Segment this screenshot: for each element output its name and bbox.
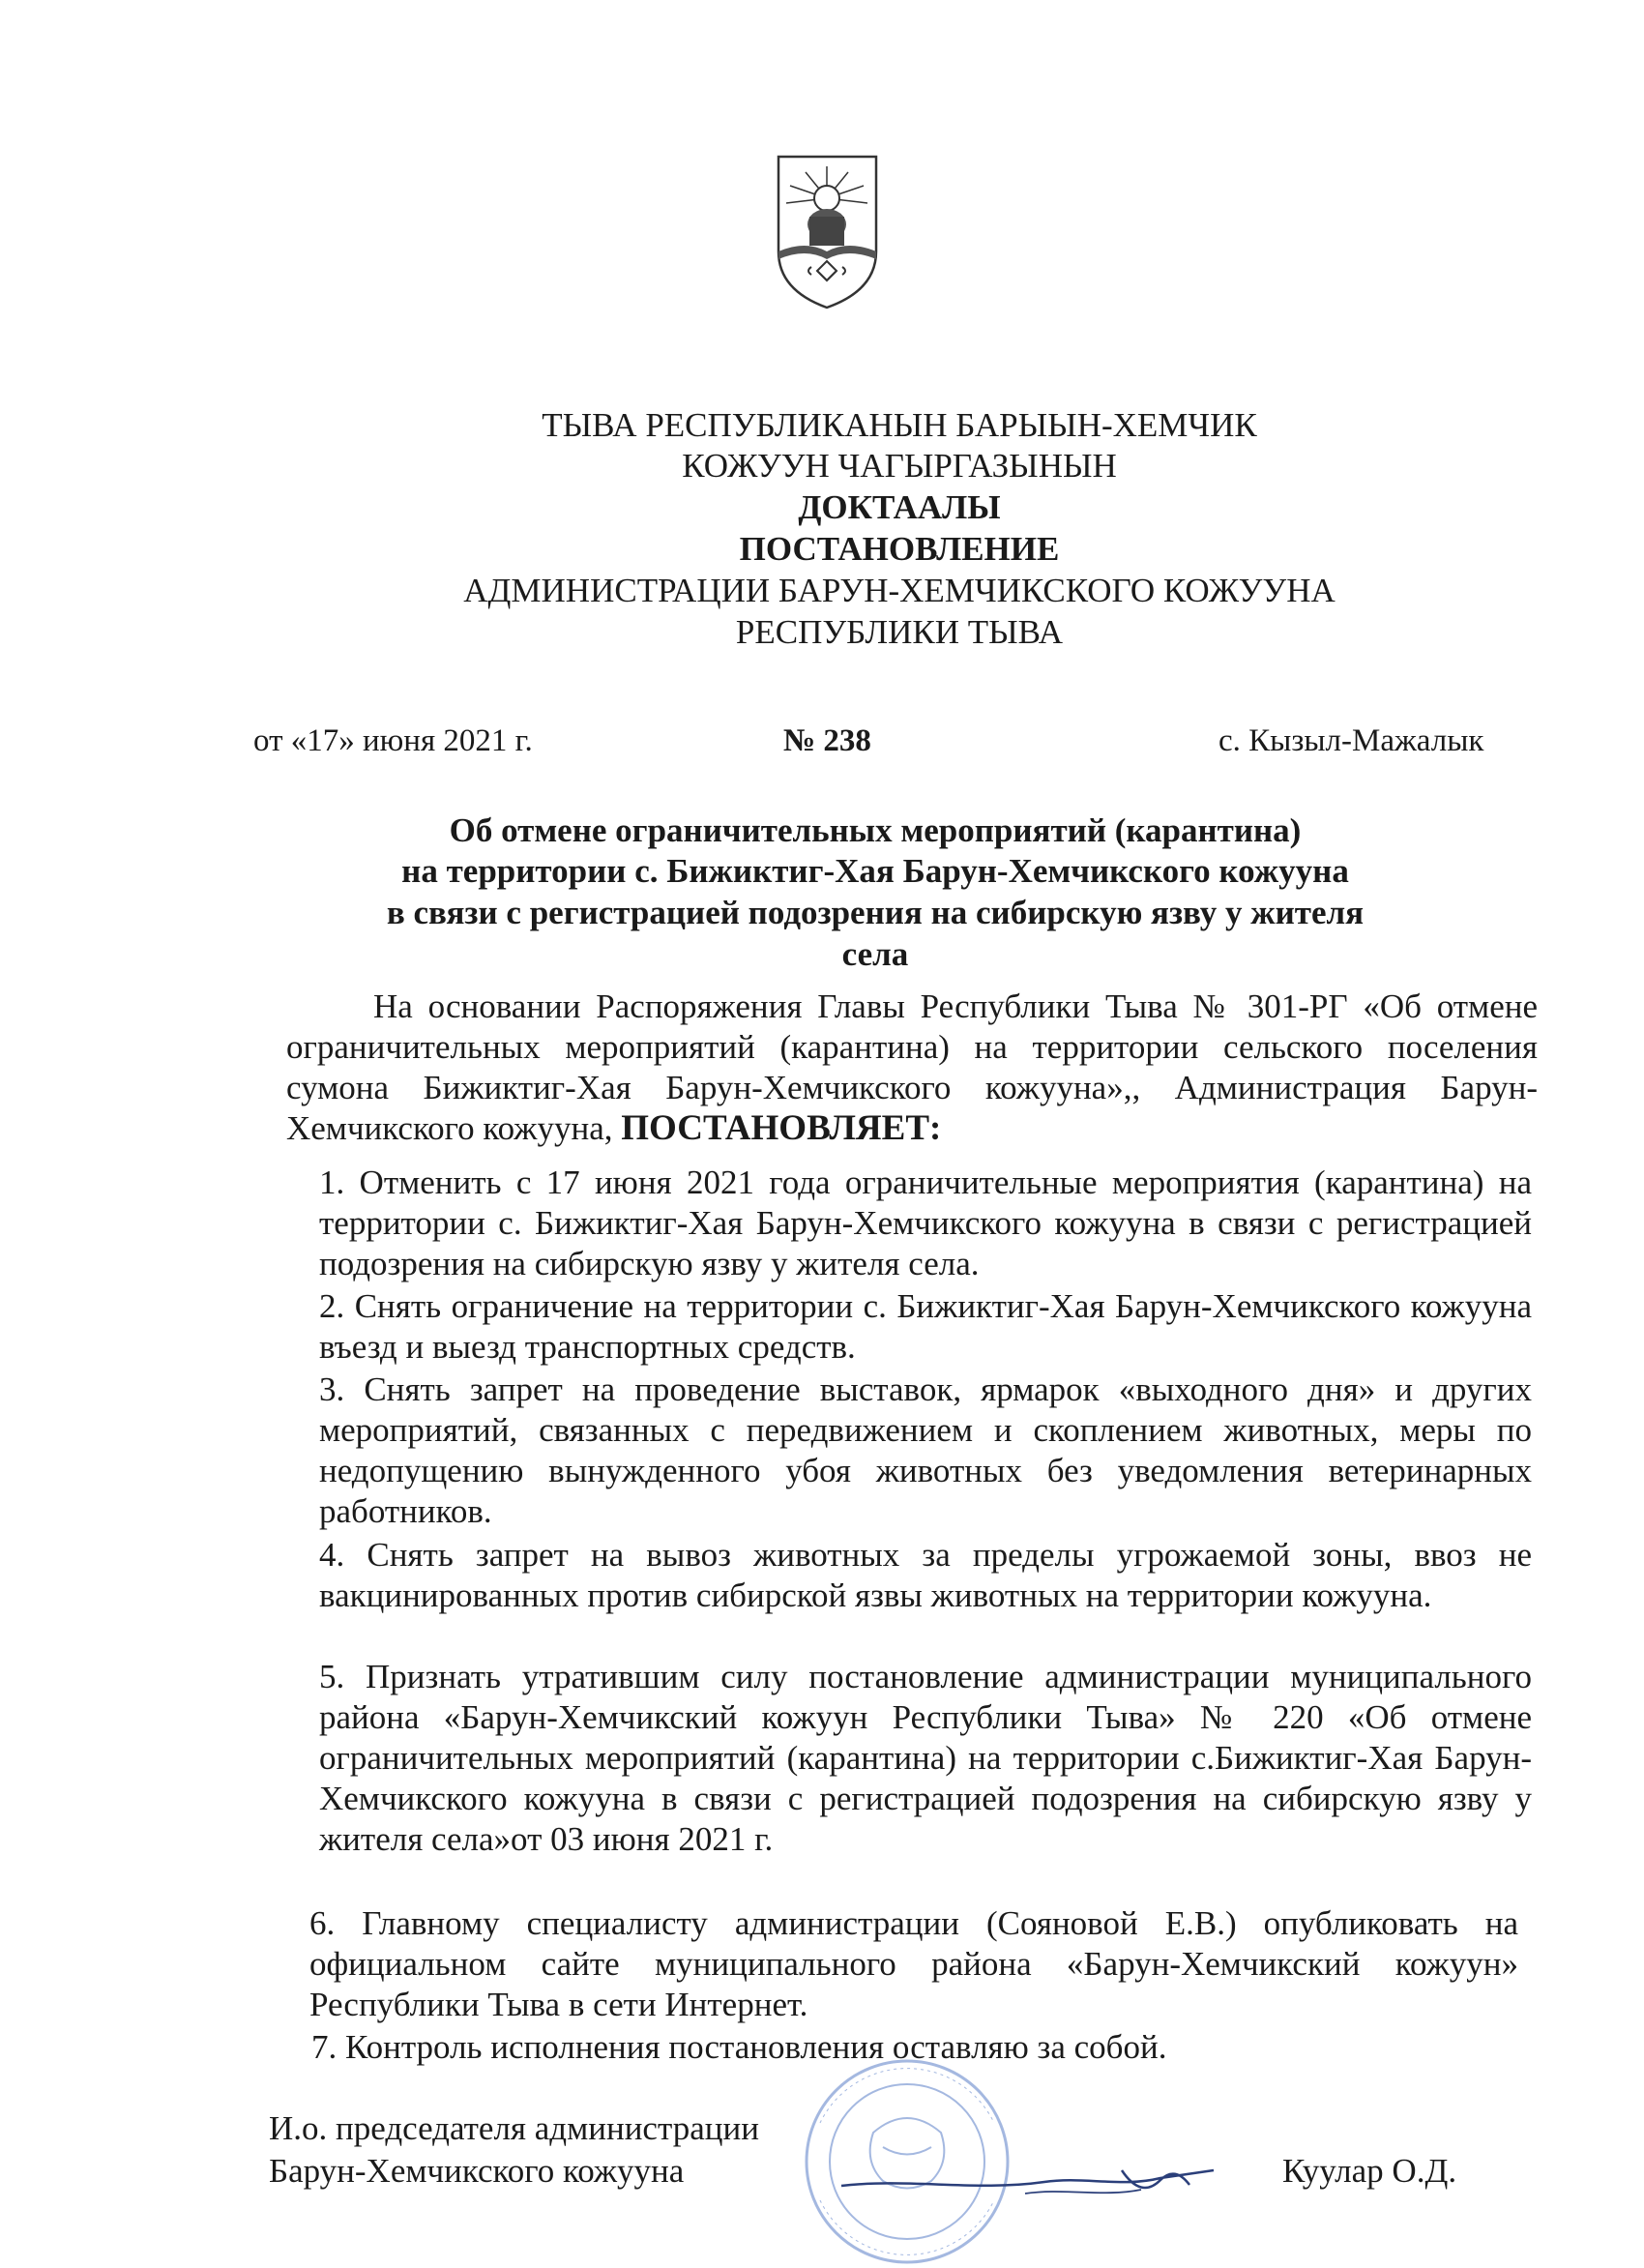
- document-title-line-4: села: [841, 935, 909, 973]
- header-line-republic: РЕСПУБЛИКИ ТЫВА: [735, 613, 1064, 651]
- item-5: 5. Признать утратившим силу постановление администрации муниципального района «Барун-Хемчикский кожуун Республики Тыва» № 220 «Об отмене ограничительных мероприятий (карантина) на территории с.Бижиктиг-Хая Барун-Хемчикского кожууна в связи с регистрацией подозрения на сибирскую язву у жителя села»от 03 июня 2021 г.: [319, 1658, 1532, 1858]
- handwritten-signature: [832, 2149, 1238, 2207]
- item-7: 7. Контроль исполнения постановления оставляю за собой.: [311, 2028, 1167, 2066]
- signatory-position-line-2: Барун-Хемчикского кожууна: [269, 2152, 685, 2190]
- signatory-name: Куулар О.Д.: [1282, 2152, 1457, 2190]
- item-3: 3. Снять запрет на проведение выставок, ярмарок «выходного дня» и других мероприятий, связанных с передвижением и скоплением животных, меры по недопущению вынужденного убоя животных без уведомления ветеринарных работников.: [319, 1370, 1532, 1530]
- preamble-paragraph: [286, 987, 1538, 1149]
- document-number: № 238: [783, 723, 871, 758]
- preamble-decree: ПОСТАНОВЛЯЕТ:: [621, 1108, 942, 1148]
- signatory-position-line-1: И.о. председателя администрации: [269, 2109, 759, 2147]
- header-line-tuvan-republic: ТЫВА РЕСПУБЛИКАНЫН БАРЫЫН-ХЕМЧИК: [542, 406, 1257, 444]
- document-title-line-2: на территории с. Бижиктиг-Хая Барун-Хемчикского кожууна: [401, 852, 1349, 890]
- header-doc-type-russian: ПОСТАНОВЛЕНИЕ: [739, 530, 1060, 568]
- item-2: 2. Снять ограничение на территории с. Бижиктиг-Хая Барун-Хемчикского кожууна въезд и выезд транспортных средств.: [319, 1287, 1532, 1366]
- header-doc-type-tuvan: ДОКТААЛЫ: [798, 488, 1001, 526]
- header-line-tuvan-administration: КОЖУУН ЧАГЫРГАЗЫНЫН: [682, 447, 1117, 485]
- document-title-line-1: Об отмене ограничительных мероприятий (карантина): [449, 811, 1302, 849]
- preamble-text: На основании Распоряжения Главы Республики Тыва № 301-РГ «Об отмене ограничительных мероприятий (карантина) на территории сельского поселения сумона Бижиктиг-Хая Барун-Хемчикского кожууна»,, Администрация Барун-Хемчикского кожууна,: [286, 987, 1538, 1147]
- document-title-line-3: в связи с регистрацией подозрения на сибирскую язву у жителя: [386, 894, 1365, 931]
- item-4: 4. Снять запрет на вывоз животных за пределы угрожаемой зоны, ввоз не вакцинированных против сибирской язвы животных на территории кожууна.: [319, 1536, 1532, 1614]
- document-date: от «17» июня 2021 г.: [253, 723, 533, 758]
- coat-of-arms-emblem: [777, 155, 878, 309]
- item-6: 6. Главному специалисту администрации (Сояновой Е.В.) опубликовать на официальном сайте муниципального района «Барун-Хемчикский кожуун» Республики Тыва в сети Интернет.: [309, 1904, 1518, 2023]
- document-place: с. Кызыл-Мажалык: [1218, 723, 1484, 758]
- header-line-administration: АДМИНИСТРАЦИИ БАРУН-ХЕМЧИКСКОГО КОЖУУНА: [463, 572, 1336, 609]
- item-1: 1. Отменить с 17 июня 2021 года ограничительные мероприятия (карантина) на территории с. Бижиктиг-Хая Барун-Хемчикского кожууна в связи с регистрацией подозрения на сибирскую язву у жителя села.: [319, 1163, 1532, 1282]
